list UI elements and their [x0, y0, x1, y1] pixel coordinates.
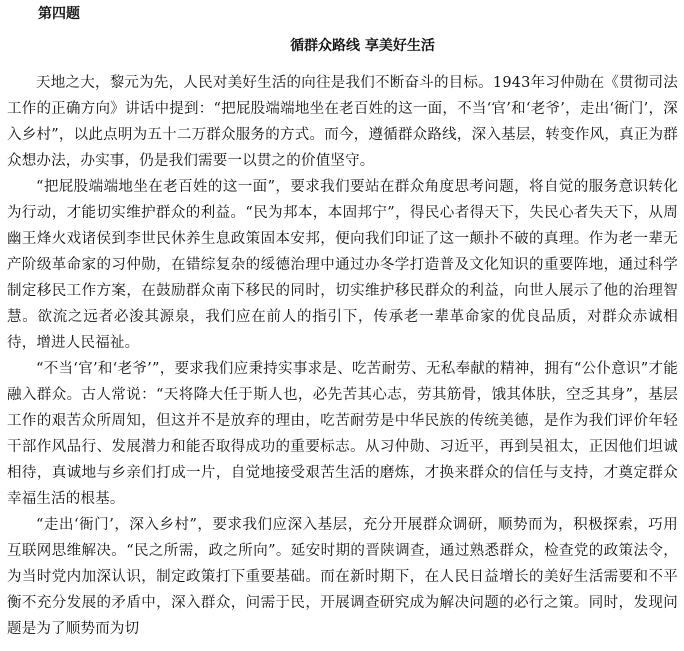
- paragraph-4: “走出‘衙门’，深入乡村”，要求我们应深入基层，充分开展群众调研，顺势而为，积极探索，巧用互联网思维解决。“民之所需，政之所向”。延安时期的晋陕调查，通过熟悉群众，检查党的政策法令，为当时党内加深认识，制定政策打下重要基础。而在新时期下，在人民日益增长的美好生活需要和不平衡不充分发展的矛盾中，深入群众，问需于民，开展调查研究成为解决问题的必行之策。同时，发现问题是为了顺势而为切: [7, 517, 678, 637]
- question-label: 第四题: [38, 6, 80, 22]
- paragraph-3: “不当‘官’和‘老爷’”，要求我们应秉持实事求是、吃苦耐劳、无私奉献的精神，拥有“公仆意识”才能融入群众。古人常说：“天将降大任于斯人也，必先苦其心志，劳其筋骨，饿其体肤，空乏其身”，基层工作的艰苦众所周知，但这并不是放弃的理由，吃苦耐劳是中华民族的传统美德，是作为我们评价年轻干部作风品行、发展潜力和能否取得成功的重要标志。从习仲勋、习近平，再到吴祖太，正因他们坦诚相待，真诚地与乡亲们打成一片，自觉地接受艰苦生活的磨炼，才换来群众的信任与支持，才奠定群众幸福生活的根基。: [7, 361, 678, 507]
- paragraph-1: 天地之大，黎元为先，人民对美好生活的向往是我们不断奋斗的目标。1943年习仲勋在《贯彻司法工作的正确方向》讲话中提到：“把屁股端端地坐在老百姓的这一面，不当‘官’和‘老爷’，走出‘衙门’，深入乡村”，以此点明为五十二万群众服务的方式。而今，遵循群众路线，深入基层，转变作风，真正为群众想办法，办实事，仍是我们需要一以贯之的价值坚守。: [7, 75, 678, 169]
- paragraph-2: “把屁股端端地坐在老百姓的这一面”，要求我们要站在群众角度思考问题，将自觉的服务意识转化为行动，才能切实维护群众的利益。“民为邦本，本固邦宁”，得民心者得天下，失民心者失天下，从周幽王烽火戏诸侯到李世民休养生息政策固本安邦，便向我们印证了这一颠扑不破的真理。作为老一辈无产阶级革命家的习仲勋，在错综复杂的绥德治理中通过办冬学打造普及文化知识的重要阵地，通过科学制定移民工作方案，在鼓励群众南下移民的同时，切实维护移民群众的利益，向世人展示了他的治理智慧。欲流之远者必浚其源泉，我们应在前人的指引下，传承老一辈革命家的优良品质，对群众赤诚相待，增进人民福祉。: [7, 179, 678, 351]
- essay-title: 循群众路线 享美好生活: [290, 38, 435, 54]
